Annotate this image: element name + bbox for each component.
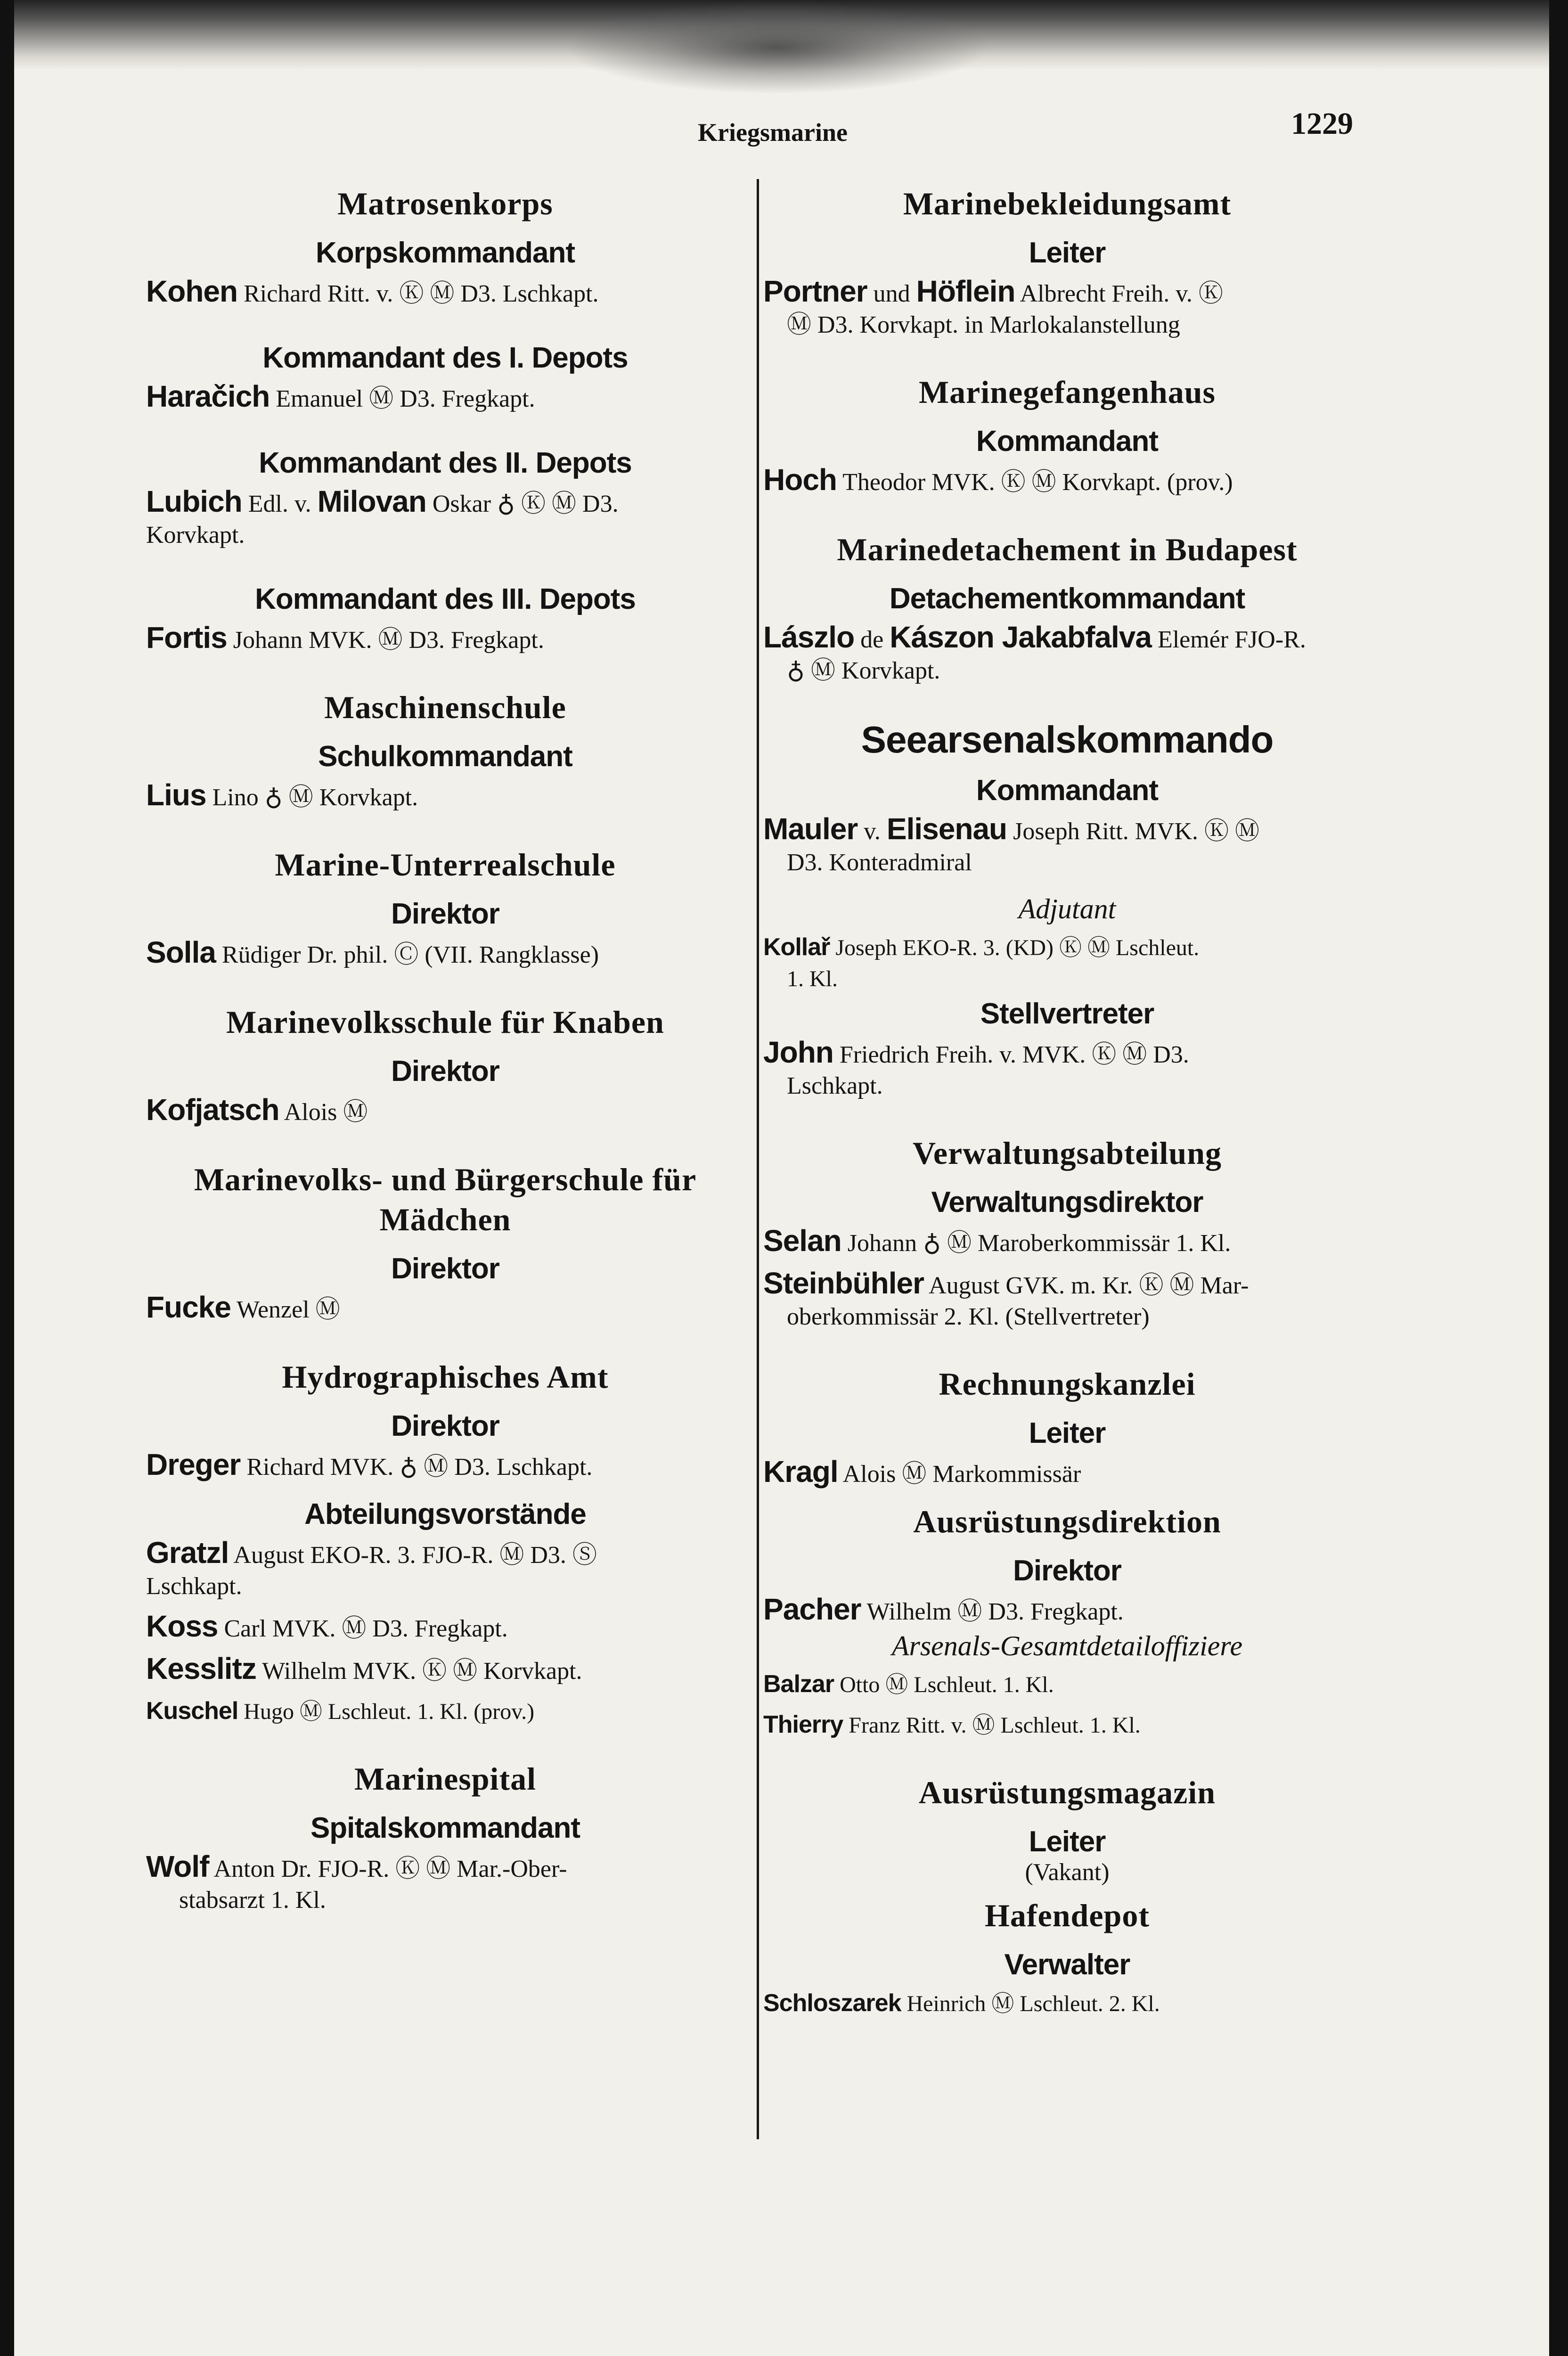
personnel-entry bbox=[146, 483, 744, 522]
entry-name: Schloszarek bbox=[763, 1989, 901, 2017]
entry-text: Heinrich Ⓜ Lschleut. 2. Kl. bbox=[906, 1991, 1160, 2016]
entry-name: Lius bbox=[146, 778, 206, 812]
role-heading: Leiter bbox=[1029, 237, 1106, 269]
entry-name-2: Milovan bbox=[317, 484, 426, 518]
section-title: Kommandant des III. Depots bbox=[255, 583, 636, 615]
scan-edge-left bbox=[0, 0, 14, 2356]
personnel-entry bbox=[146, 1608, 744, 1647]
section-title: Marinevolksschule für Knaben bbox=[226, 1004, 664, 1040]
entry-name: Kofjatsch bbox=[146, 1093, 279, 1127]
entry-text: Johann ♁ Ⓜ Maroberkommissär 1. Kl. bbox=[847, 1230, 1231, 1257]
role-heading: Verwaltungsdirektor bbox=[931, 1186, 1203, 1219]
entry-text: Richard MVK. ♁ Ⓜ D3. Lschkapt. bbox=[246, 1454, 593, 1481]
entry-text: Richard Ritt. v. Ⓚ Ⓜ D3. Lschkapt. bbox=[244, 280, 599, 307]
entry-name: Haračich bbox=[146, 379, 270, 413]
personnel-entry bbox=[763, 811, 1371, 850]
entry-text: Albrecht Freih. v. Ⓚ bbox=[1020, 280, 1223, 307]
entry-particle: de bbox=[860, 626, 884, 653]
entry-name: Selan bbox=[763, 1224, 841, 1258]
entry-name: Kollař bbox=[763, 933, 830, 961]
personnel-entry bbox=[763, 273, 1371, 312]
section-title: Kommandant des I. Depots bbox=[262, 342, 628, 374]
section-title: Ausrüstungsmagazin bbox=[918, 1775, 1216, 1810]
page-number: 1229 bbox=[1291, 106, 1353, 141]
entry-text: Wilhelm Ⓜ D3. Fregkapt. bbox=[866, 1598, 1124, 1625]
role-heading: Spitalskommandant bbox=[310, 1812, 580, 1844]
entry-name: Mauler bbox=[763, 812, 858, 846]
scan-stain bbox=[565, 0, 989, 94]
entry-text: Joseph EKO-R. 3. (KD) Ⓚ Ⓜ Lschleut. bbox=[835, 935, 1200, 960]
entry-text: August GVK. m. Kr. Ⓚ Ⓜ Mar- bbox=[929, 1272, 1249, 1299]
entry-continuation: Ⓜ D3. Korvkapt. in Marlokalanstellung bbox=[787, 311, 1180, 338]
personnel-entry bbox=[763, 1666, 1371, 1703]
entry-name-2: Elisenau bbox=[886, 812, 1007, 846]
entry-text: Alois Ⓜ Markommissär bbox=[842, 1461, 1081, 1488]
personnel-entry bbox=[146, 620, 744, 658]
section-title: Marinebekleidungsamt bbox=[903, 186, 1232, 221]
personnel-entry bbox=[763, 1034, 1371, 1073]
entry-continuation: Lschkapt. bbox=[787, 1072, 883, 1099]
right-column bbox=[763, 184, 1371, 2022]
entry-continuation: 1. Kl. bbox=[787, 966, 838, 991]
role-heading: Abteilungsvorstände bbox=[304, 1498, 586, 1530]
personnel-entry bbox=[763, 1454, 1371, 1492]
role-heading: Adjutant bbox=[1018, 893, 1116, 924]
entry-name-2: Kászon Jakabfalva bbox=[890, 620, 1152, 654]
section-title: Maschinenschule bbox=[324, 689, 566, 725]
entry-name: Dreger bbox=[146, 1448, 241, 1481]
entry-name: Balzar bbox=[763, 1670, 834, 1698]
entry-particle: Edl. v. bbox=[248, 491, 311, 517]
personnel-entry bbox=[146, 1535, 744, 1573]
entry-text: Elemér FJO-R. bbox=[1157, 626, 1306, 653]
entry-continuation: D3. Konteradmiral bbox=[787, 849, 972, 876]
role-heading: Leiter bbox=[1029, 1825, 1106, 1858]
section-title: Rechnungskanzlei bbox=[939, 1366, 1196, 1402]
entry-particle: v. bbox=[864, 818, 881, 845]
section-title: Kommandant des II. Depots bbox=[259, 447, 632, 479]
personnel-entry bbox=[763, 462, 1371, 500]
role-heading: Korpskommandant bbox=[316, 237, 575, 269]
personnel-entry bbox=[146, 1092, 744, 1130]
entry-name: Kohen bbox=[146, 274, 238, 308]
section-title: Ausrüstungsdirektion bbox=[913, 1504, 1221, 1539]
entry-name: Thierry bbox=[763, 1711, 843, 1738]
entry-particle: und bbox=[873, 280, 910, 307]
entry-name: Pacher bbox=[763, 1592, 861, 1626]
personnel-entry bbox=[763, 1985, 1371, 2022]
section-title: Marinevolks- und Bürgerschule für bbox=[194, 1162, 697, 1197]
section-title: Seearsenalskommando bbox=[861, 719, 1274, 761]
personnel-entry bbox=[763, 1265, 1371, 1304]
section-title: Marine-Unterrealschule bbox=[275, 847, 616, 883]
entry-continuation: Lschkapt. bbox=[146, 1573, 242, 1600]
entry-continuation: stabsarzt 1. Kl. bbox=[179, 1887, 326, 1914]
role-heading: Detachementkommandant bbox=[889, 582, 1245, 615]
entry-text: Hugo Ⓜ Lschleut. 1. Kl. (prov.) bbox=[244, 1699, 535, 1724]
personnel-entry bbox=[146, 1651, 744, 1689]
entry-text: Theodor MVK. Ⓚ Ⓜ Korvkapt. (prov.) bbox=[842, 469, 1233, 496]
personnel-entry bbox=[763, 619, 1371, 658]
running-head: Kriegsmarine bbox=[698, 118, 848, 147]
entry-text: Alois Ⓜ bbox=[284, 1099, 368, 1126]
personnel-entry bbox=[146, 934, 744, 973]
role-heading: Direktor bbox=[391, 898, 499, 930]
role-heading: Direktor bbox=[391, 1410, 499, 1442]
entry-text: Friedrich Freih. v. MVK. Ⓚ Ⓜ D3. bbox=[839, 1041, 1189, 1068]
role-heading: Direktor bbox=[391, 1252, 499, 1285]
role-heading: Direktor bbox=[1013, 1554, 1121, 1587]
entry-name: Gratzl bbox=[146, 1536, 229, 1570]
entry-continuation: oberkommissär 2. Kl. (Stellvertreter) bbox=[787, 1303, 1150, 1330]
section-title: Marinespital bbox=[354, 1761, 536, 1797]
personnel-entry bbox=[146, 378, 744, 417]
entry-name: Wolf bbox=[146, 1849, 209, 1883]
personnel-entry bbox=[146, 1289, 744, 1328]
section-title: Verwaltungsabteilung bbox=[912, 1135, 1222, 1171]
personnel-entry bbox=[146, 777, 744, 816]
entry-text: Lino ♁ Ⓜ Korvkapt. bbox=[212, 784, 418, 811]
role-heading: Verwalter bbox=[1004, 1948, 1130, 1981]
section-title-continuation: Mädchen bbox=[379, 1202, 511, 1237]
personnel-entry bbox=[763, 1223, 1371, 1261]
entry-continuation: Korvkapt. bbox=[146, 522, 245, 548]
entry-name: John bbox=[763, 1035, 833, 1069]
entry-name: Kesslitz bbox=[146, 1652, 256, 1685]
personnel-entry bbox=[146, 1849, 744, 1887]
personnel-entry bbox=[146, 273, 744, 312]
section-title: Hafendepot bbox=[985, 1898, 1150, 1933]
entry-name: Koss bbox=[146, 1609, 218, 1643]
personnel-entry bbox=[146, 1447, 744, 1485]
personnel-entry bbox=[146, 1693, 744, 1730]
entry-text: Anton Dr. FJO-R. Ⓚ Ⓜ Mar.-Ober- bbox=[213, 1856, 567, 1882]
role-heading: Stellvertreter bbox=[980, 998, 1154, 1030]
entry-name: Kragl bbox=[763, 1455, 838, 1489]
entry-text: Joseph Ritt. MVK. Ⓚ Ⓜ bbox=[1013, 818, 1260, 845]
role-heading: Schulkommandant bbox=[318, 740, 572, 773]
personnel-entry bbox=[763, 1591, 1371, 1630]
entry-name: Lubich bbox=[146, 484, 242, 518]
column-divider bbox=[757, 179, 759, 2139]
role-heading: Direktor bbox=[391, 1055, 499, 1088]
role-heading: Arsenals-Gesamtdetailoffiziere bbox=[891, 1630, 1243, 1661]
entry-name: Fucke bbox=[146, 1290, 231, 1324]
personnel-entry bbox=[763, 1707, 1371, 1743]
entry-text: Rüdiger Dr. phil. Ⓒ (VII. Rangklasse) bbox=[221, 941, 599, 968]
entry-text: Emanuel Ⓜ D3. Fregkapt. bbox=[276, 385, 535, 412]
entry-text: August EKO-R. 3. FJO-R. Ⓜ D3. Ⓢ bbox=[233, 1542, 597, 1569]
entry-name: Hoch bbox=[763, 463, 837, 497]
section-title: Marinegefangenhaus bbox=[919, 374, 1216, 410]
entry-text: Otto Ⓜ Lschleut. 1. Kl. bbox=[840, 1672, 1054, 1697]
entry-name: Kuschel bbox=[146, 1697, 238, 1725]
entry-name: Fortis bbox=[146, 621, 227, 654]
scan-edge-right bbox=[1549, 0, 1568, 2356]
entry-text: Franz Ritt. v. Ⓜ Lschleut. 1. Kl. bbox=[849, 1713, 1141, 1738]
role-heading: Kommandant bbox=[976, 425, 1159, 458]
entry-name: Solla bbox=[146, 935, 216, 969]
role-heading: Kommandant bbox=[976, 774, 1159, 807]
role-heading: Leiter bbox=[1029, 1417, 1106, 1449]
entry-name-2: Höflein bbox=[916, 274, 1015, 308]
entry-text: Oskar ♁ Ⓚ Ⓜ D3. bbox=[432, 491, 619, 517]
entry-name: Lászlo bbox=[763, 620, 855, 654]
section-title: Marinedetachement in Budapest bbox=[837, 532, 1298, 567]
personnel-entry bbox=[763, 929, 1371, 966]
left-column bbox=[146, 184, 744, 1918]
entry-continuation: ♁ Ⓜ Korvkapt. bbox=[787, 657, 940, 684]
entry-name: Portner bbox=[763, 274, 867, 308]
entry-text: Wilhelm MVK. Ⓚ Ⓜ Korvkapt. bbox=[261, 1658, 582, 1685]
vacant-note: (Vakant) bbox=[1025, 1859, 1110, 1886]
entry-text: Wenzel Ⓜ bbox=[237, 1296, 340, 1323]
entry-text: Carl MVK. Ⓜ D3. Fregkapt. bbox=[224, 1615, 508, 1642]
entry-name: Steinbühler bbox=[763, 1266, 924, 1300]
section-title: Hydrographisches Amt bbox=[282, 1359, 609, 1395]
section-title: Matrosenkorps bbox=[337, 186, 553, 221]
entry-text: Johann MVK. Ⓜ D3. Fregkapt. bbox=[233, 627, 544, 654]
